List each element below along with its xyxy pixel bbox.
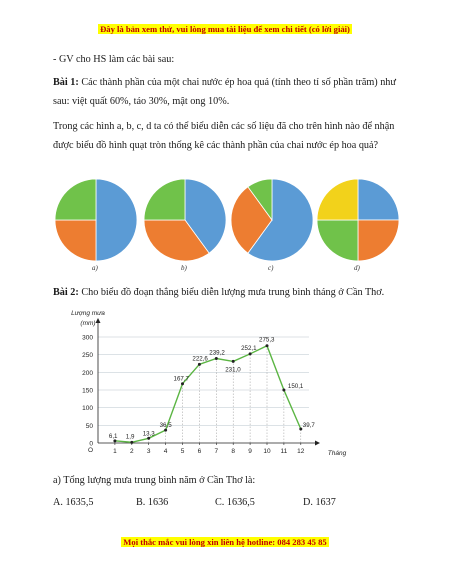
preview-banner xyxy=(0,24,450,34)
data-label: 1,9 xyxy=(125,433,135,441)
bai1-label: Bài 1: xyxy=(53,77,79,88)
pie-chart-1 xyxy=(53,177,139,263)
data-label: 36,5 xyxy=(159,422,172,430)
pie-1-slice-2 xyxy=(55,220,96,261)
data-point xyxy=(198,363,201,366)
data-point xyxy=(215,357,218,360)
y-tick-label: 150 xyxy=(82,387,93,395)
pie-4-slice-3 xyxy=(317,220,358,261)
y-axis-unit: (mm) xyxy=(80,320,96,327)
bai2-label: Bài 2: xyxy=(53,287,79,298)
data-label: 231,0 xyxy=(225,366,241,374)
data-point xyxy=(232,360,235,363)
intro-text: - GV cho HS làm các bài sau: xyxy=(53,54,175,65)
bai2-text: Cho biểu đồ đoạn thẳng biểu diễn lượng mưa trung bình tháng ở Cần Thơ. xyxy=(81,287,385,298)
data-label: 150,1 xyxy=(287,382,304,390)
x-tick-label: 4 xyxy=(163,448,168,455)
bai2-paragraph xyxy=(53,283,413,302)
data-label: 6,1 xyxy=(108,432,118,440)
pie-label-3: c) xyxy=(268,264,274,272)
bai1-text: Các thành phần của một chai nước ép hoa quả (tính theo tỉ số phần trăm) như sau: việt quất 60%, táo 30%, mật ong 10%. xyxy=(53,77,396,107)
y-tick-label: 50 xyxy=(85,422,93,430)
x-tick-label: 12 xyxy=(297,448,305,455)
pie-chart-3 xyxy=(229,177,315,263)
pie-4-slice-4 xyxy=(317,179,358,220)
data-point xyxy=(266,344,269,347)
y-tick-label: 200 xyxy=(82,369,93,377)
data-label: 13,3 xyxy=(142,430,155,438)
answer-a: A. 1635,5 xyxy=(53,497,94,508)
answer-d: D. 1637 xyxy=(303,497,336,508)
x-tick-label: 8 xyxy=(231,448,236,455)
hotline-banner xyxy=(0,537,450,547)
origin-label: O xyxy=(87,447,93,454)
preview-banner-text: Đây là bản xem thử, vui lòng mua tài liệu để xem chi tiết (có lời giải) xyxy=(100,24,350,34)
data-point xyxy=(282,388,285,391)
y-axis-label: Lượng mưa xyxy=(71,310,105,317)
rainfall-line-chart xyxy=(55,305,355,457)
answer-b: B. 1636 xyxy=(136,497,169,508)
data-label: 252,1 xyxy=(241,344,257,352)
x-tick-label: 7 xyxy=(214,448,219,455)
data-label: 39,7 xyxy=(302,421,315,429)
x-axis-arrow xyxy=(315,441,320,446)
pie-label-4: d) xyxy=(354,264,360,272)
x-tick-label: 6 xyxy=(197,448,202,455)
data-label: 275,3 xyxy=(259,336,275,344)
pie-2-slice-3 xyxy=(144,179,185,220)
y-axis-arrow xyxy=(96,318,101,323)
pie-label-1: a) xyxy=(92,264,98,272)
y-tick-label: 300 xyxy=(82,334,93,342)
pie-4-slice-2 xyxy=(358,220,399,261)
pie-4-slice-1 xyxy=(358,179,399,220)
data-point xyxy=(130,441,133,444)
y-tick-label: 0 xyxy=(89,440,93,448)
x-tick-label: 5 xyxy=(180,448,185,455)
data-label: 167,7 xyxy=(173,375,189,383)
x-axis-label: Tháng xyxy=(327,450,347,457)
pie-chart-4 xyxy=(315,177,401,263)
bai1-paragraph xyxy=(53,73,413,111)
x-tick-label: 2 xyxy=(129,448,134,455)
pie-1-slice-3 xyxy=(55,179,96,220)
x-tick-label: 1 xyxy=(113,448,117,455)
answer-c: C. 1636,5 xyxy=(215,497,255,508)
x-tick-label: 11 xyxy=(280,448,288,455)
x-tick-label: 10 xyxy=(263,448,271,455)
x-tick-label: 9 xyxy=(248,448,252,455)
x-tick-label: 3 xyxy=(146,448,151,455)
pie-1-slice-1 xyxy=(96,179,137,261)
pie-chart-2 xyxy=(142,177,228,263)
y-tick-label: 250 xyxy=(82,352,93,360)
pie-label-2: b) xyxy=(181,264,187,272)
hotline-banner-text: Mọi thắc mắc vui lòng xin liên hệ hotline: 084 283 45 85 xyxy=(123,537,327,547)
y-tick-label: 100 xyxy=(82,405,93,413)
data-label: 239,2 xyxy=(209,349,225,357)
data-label: 222,6 xyxy=(192,355,208,363)
data-point xyxy=(249,352,252,355)
question-a: a) Tổng lượng mưa trung bình năm ở Cần Thơ là: xyxy=(53,475,256,486)
bai1-question: Trong các hình a, b, c, d ta có thể biểu diễn các số liệu đã cho trên hình nào để nhận được biểu đồ hình quạt tròn thống kê các thành phần của chai nước ép hoa quả? xyxy=(53,121,395,151)
